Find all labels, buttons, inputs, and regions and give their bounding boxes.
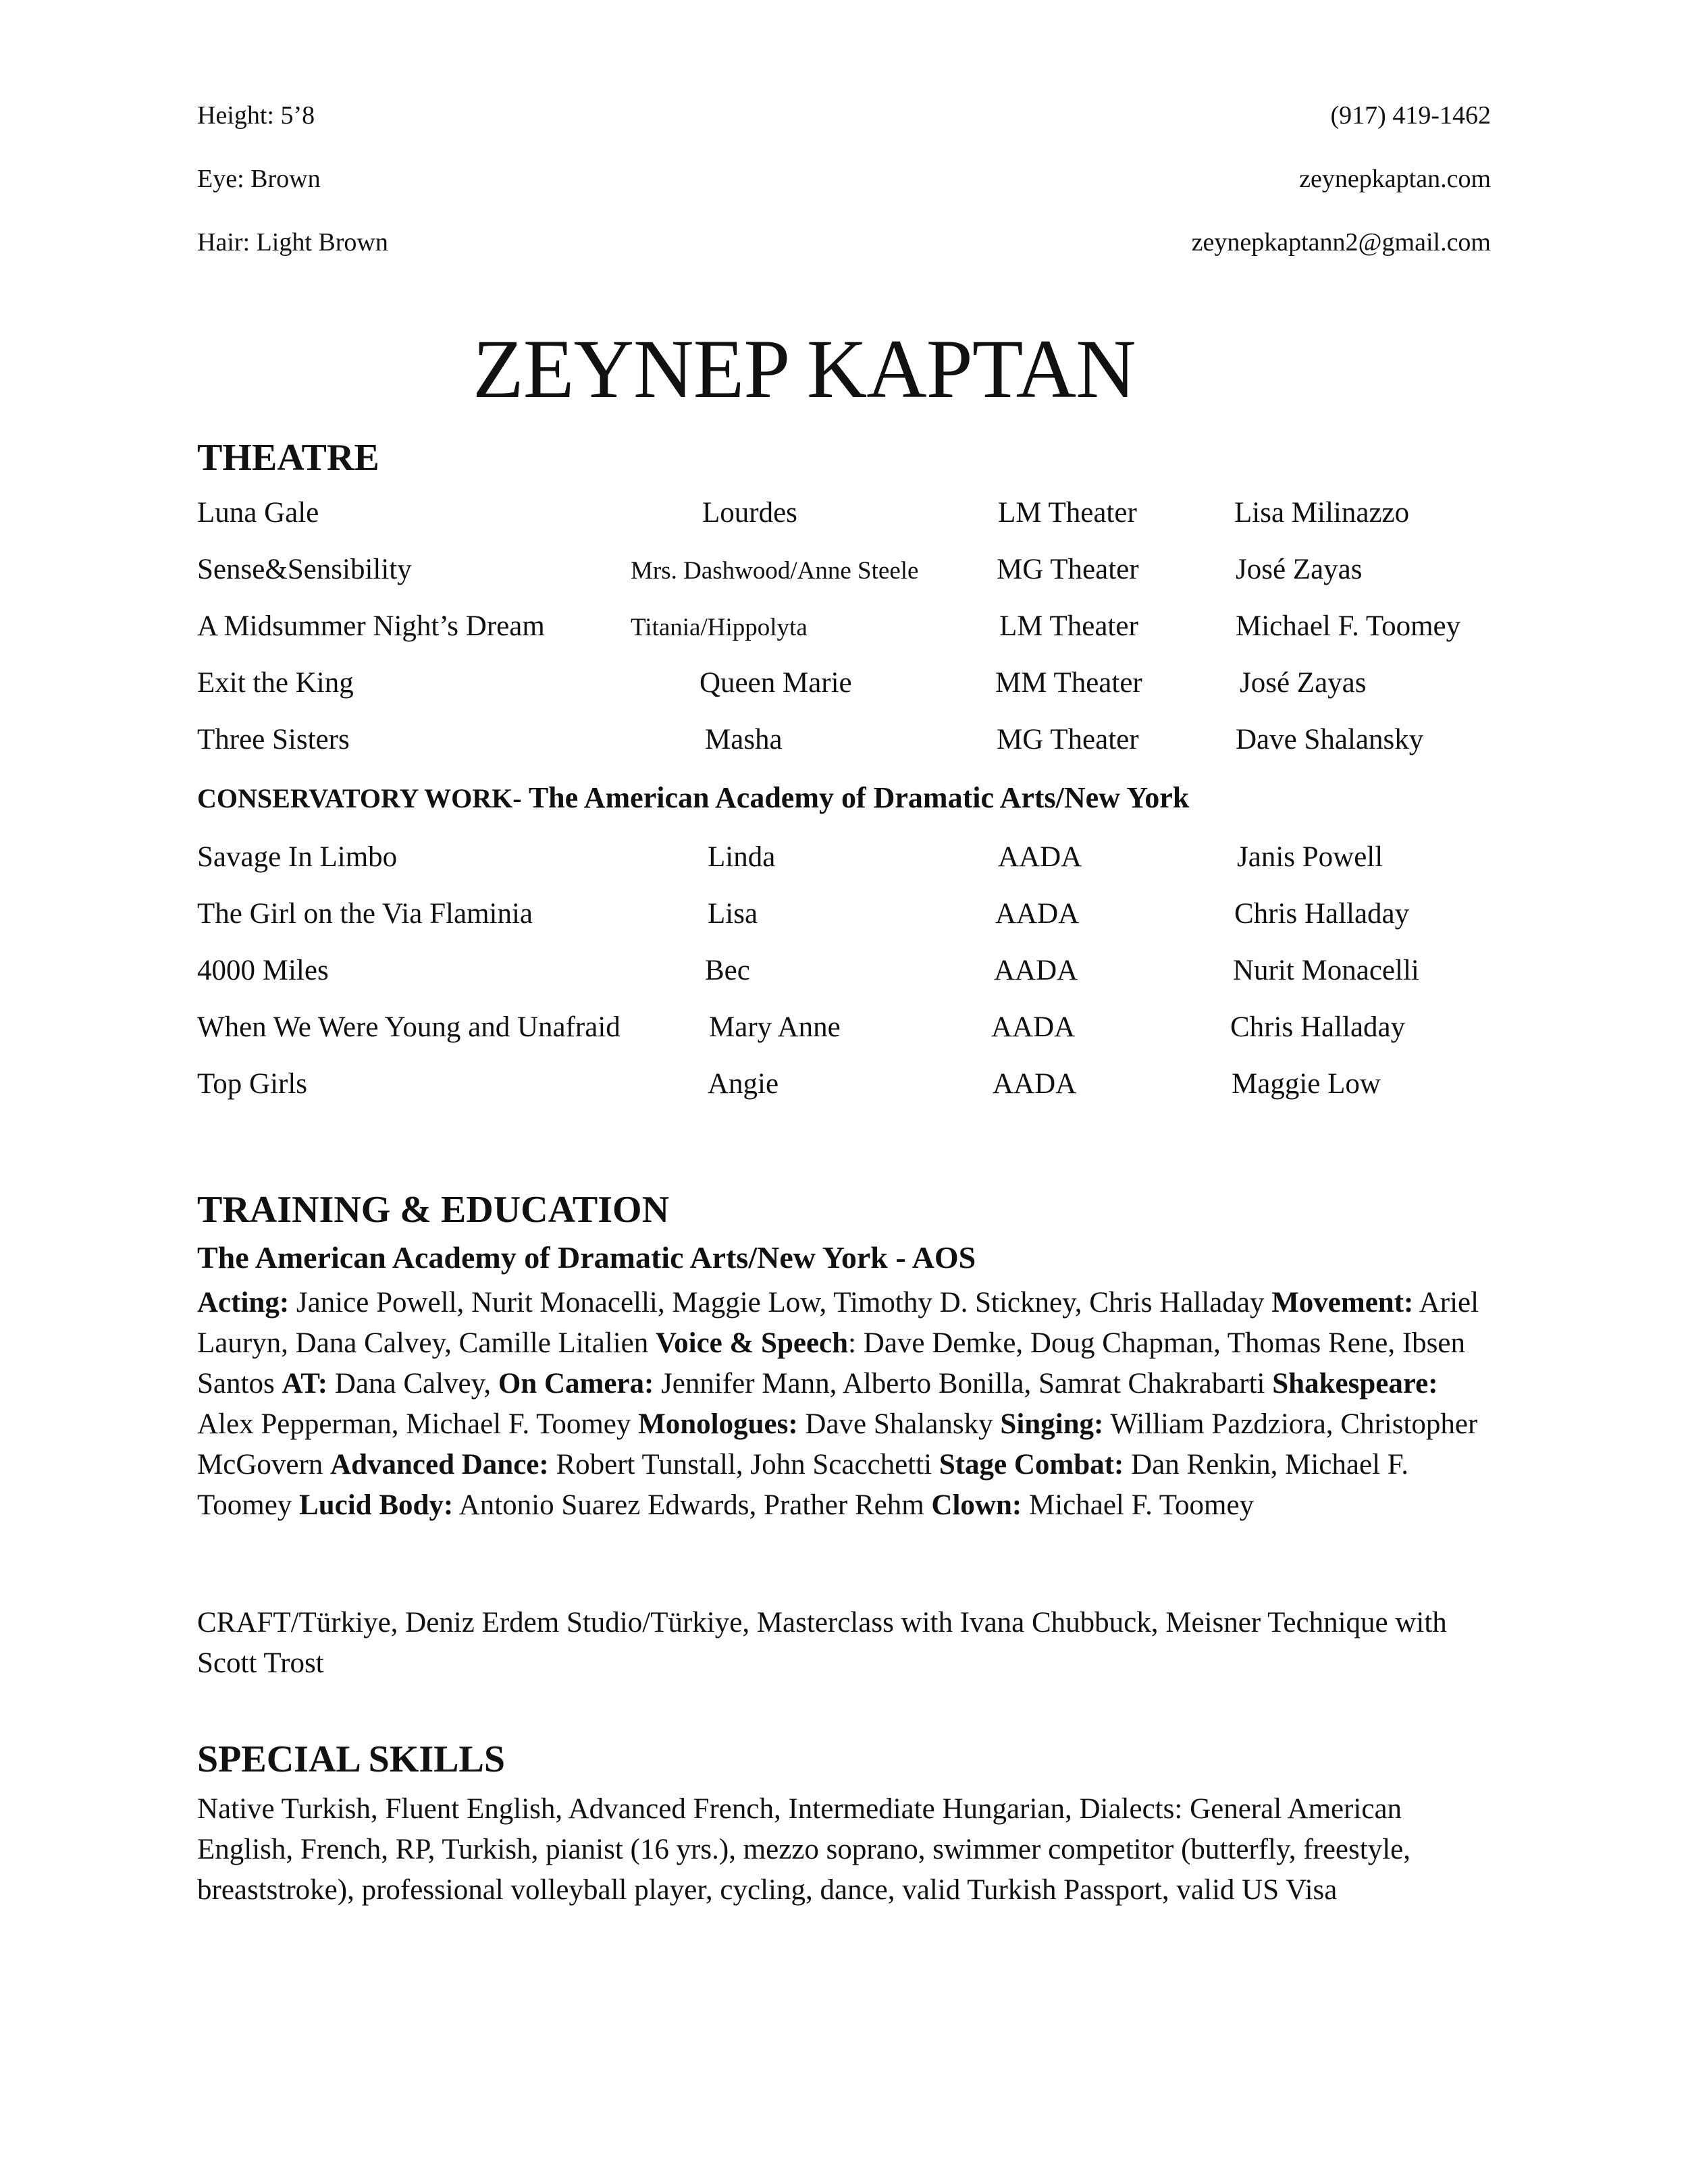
credit-director: Michael F. Toomey bbox=[1236, 610, 1461, 642]
training-category: On Camera: bbox=[498, 1368, 654, 1400]
credit-title: The Girl on the Via Flaminia bbox=[197, 898, 533, 930]
training-teachers-list: : Dave Demke, Doug Chapman, Thomas Rene, Ibsen Santos bbox=[197, 1327, 1466, 1400]
credit-director: Lisa Milinazzo bbox=[1234, 497, 1410, 529]
training-teachers-list: Dave Shalansky bbox=[797, 1408, 1001, 1440]
credit-title: Exit the King bbox=[197, 667, 354, 699]
training-category: Monologues: bbox=[638, 1408, 798, 1440]
conservatory-label: CONSERVATORY WORK- bbox=[197, 783, 522, 814]
credit-venue: AADA bbox=[991, 1011, 1076, 1043]
theatre-heading: THEATRE bbox=[197, 437, 379, 479]
conservatory-school: The American Academy of Dramatic Arts/New York bbox=[521, 781, 1190, 814]
credit-director: José Zayas bbox=[1240, 667, 1367, 699]
training-teachers-list: Robert Tunstall, John Scacchetti bbox=[548, 1449, 939, 1481]
eye-info: Eye: Brown bbox=[197, 165, 321, 193]
training-teachers-list: Alex Pepperman, Michael F. Toomey bbox=[197, 1408, 639, 1440]
training-category: Movement: bbox=[1271, 1287, 1414, 1319]
training-teachers bbox=[197, 1283, 1487, 1526]
conservatory-heading bbox=[197, 783, 1189, 813]
training-category: Clown: bbox=[931, 1489, 1022, 1521]
credit-director: José Zayas bbox=[1236, 554, 1363, 585]
credit-role: Lourdes bbox=[702, 497, 797, 529]
skills-heading: SPECIAL SKILLS bbox=[197, 1738, 505, 1780]
training-category: Stage Combat: bbox=[939, 1449, 1124, 1481]
skills-text: Native Turkish, Fluent English, Advanced French, Intermediate Hungarian, Dialects: General American English, French, RP, Turkish, pianist (16 yrs.), mezzo soprano, swimmer competitor (butterfly, freestyle, breaststroke), professional volleyball player, cycling, dance, valid Turkish Passport, valid US Visa bbox=[197, 1793, 1410, 1906]
training-teachers-list: Ariel Lauryn, Dana Calvey, Camille Litalien bbox=[197, 1287, 1479, 1359]
credit-role: Masha bbox=[705, 724, 783, 755]
actor-name: ZEYNEP KAPTAN bbox=[473, 323, 1136, 415]
credit-venue: AADA bbox=[993, 1068, 1077, 1100]
credit-title: Three Sisters bbox=[197, 724, 350, 755]
credit-venue: LM Theater bbox=[998, 497, 1137, 529]
training-teachers-list: Michael F. Toomey bbox=[1022, 1489, 1255, 1521]
credit-role: Queen Marie bbox=[700, 667, 852, 699]
credit-director: Maggie Low bbox=[1232, 1068, 1381, 1100]
credit-role: Linda bbox=[708, 841, 776, 873]
credit-role: Angie bbox=[708, 1068, 779, 1100]
credit-venue: AADA bbox=[995, 898, 1080, 930]
credit-role: Mary Anne bbox=[709, 1011, 841, 1043]
credit-director: Janis Powell bbox=[1237, 841, 1383, 873]
training-category: Voice & Speech bbox=[656, 1327, 849, 1359]
training-teachers-list: Antonio Suarez Edwards, Prather Rehm bbox=[453, 1489, 932, 1521]
credit-title: A Midsummer Night’s Dream bbox=[197, 610, 545, 642]
training-teachers-list: Jennifer Mann, Alberto Bonilla, Samrat Chakrabarti bbox=[654, 1368, 1273, 1400]
credit-venue: MM Theater bbox=[995, 667, 1142, 699]
credit-venue: AADA bbox=[998, 841, 1082, 873]
training-category: Acting: bbox=[197, 1287, 290, 1319]
hair-info: Hair: Light Brown bbox=[197, 228, 388, 257]
training-category: Shakespeare: bbox=[1272, 1368, 1438, 1400]
credit-venue: AADA bbox=[994, 955, 1078, 986]
credit-director: Dave Shalansky bbox=[1236, 724, 1424, 755]
credit-title: Top Girls bbox=[197, 1068, 308, 1100]
credit-title: When We Were Young and Unafraid bbox=[197, 1011, 621, 1043]
training-teachers-list: Dan Renkin, Michael F. Toomey bbox=[197, 1449, 1409, 1521]
training-teachers-list: Dana Calvey, bbox=[327, 1368, 498, 1400]
credit-role: Bec bbox=[705, 955, 750, 986]
phone-number: (917) 419-1462 bbox=[1330, 101, 1491, 130]
credit-title: Luna Gale bbox=[197, 497, 319, 529]
website-link[interactable]: zeynepkaptan.com bbox=[1299, 165, 1491, 193]
credit-role: Mrs. Dashwood/Anne Steele bbox=[631, 557, 919, 585]
credit-venue: MG Theater bbox=[997, 724, 1139, 755]
email-link[interactable]: zeynepkaptann2@gmail.com bbox=[1191, 228, 1491, 257]
training-category: AT: bbox=[282, 1368, 328, 1400]
credit-title: Sense&Sensibility bbox=[197, 554, 412, 585]
credit-director: Chris Halladay bbox=[1234, 898, 1410, 930]
credit-director: Chris Halladay bbox=[1230, 1011, 1406, 1043]
credit-role: Titania/Hippolyta bbox=[631, 614, 808, 641]
credit-venue: MG Theater bbox=[997, 554, 1139, 585]
training-school: The American Academy of Dramatic Arts/New York - AOS bbox=[197, 1240, 976, 1275]
credit-title: Savage In Limbo bbox=[197, 841, 398, 873]
training-teachers-list: William Pazdziora, Christopher McGovern bbox=[197, 1408, 1478, 1481]
credit-title: 4000 Miles bbox=[197, 955, 329, 986]
height-info: Height: 5’8 bbox=[197, 101, 315, 130]
training-category: Advanced Dance: bbox=[330, 1449, 549, 1481]
training-category: Lucid Body: bbox=[299, 1489, 454, 1521]
training-teachers-list: Janice Powell, Nurit Monacelli, Maggie Low, Timothy D. Stickney, Chris Halladay bbox=[289, 1287, 1272, 1319]
credit-role: Lisa bbox=[708, 898, 758, 930]
training-category: Singing: bbox=[1000, 1408, 1104, 1440]
training-heading: TRAINING & EDUCATION bbox=[197, 1189, 670, 1231]
credit-director: Nurit Monacelli bbox=[1233, 955, 1419, 986]
other-training: CRAFT/Türkiye, Deniz Erdem Studio/Türkiye, Masterclass with Ivana Chubbuck, Meisner Technique with Scott Trost bbox=[197, 1607, 1447, 1679]
credit-venue: LM Theater bbox=[999, 610, 1138, 642]
